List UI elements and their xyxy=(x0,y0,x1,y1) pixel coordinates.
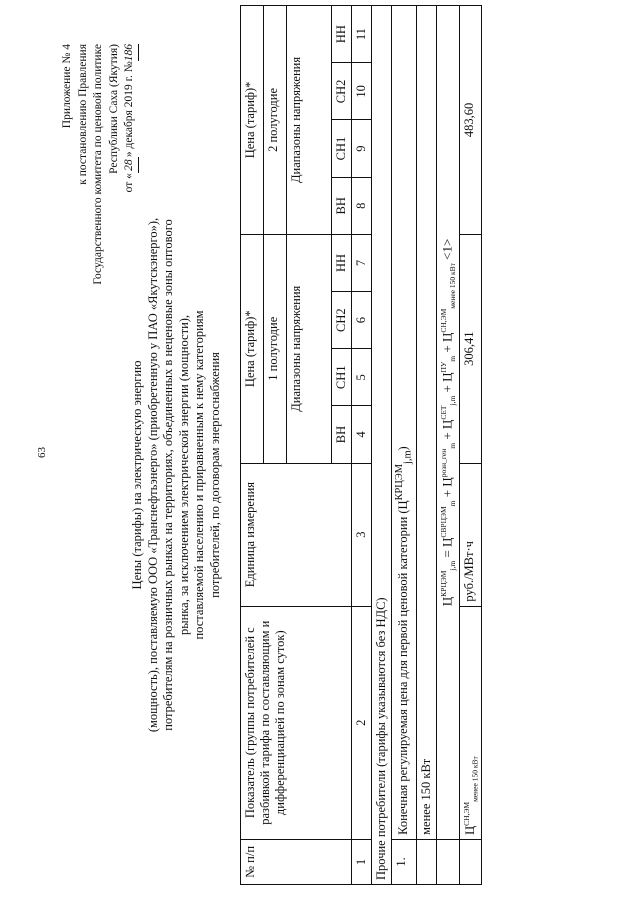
title-line: (мощность), поставляемую ООО «Транснефтьэнерго» (приобретенную у ПАО «Якутскэнерго»), xyxy=(145,217,160,733)
decree-number: 186 xyxy=(122,44,139,61)
formula-sup: ПУ xyxy=(438,361,448,373)
row-label-sub: j,m xyxy=(402,450,414,465)
column-number: 2 xyxy=(352,606,372,839)
formula-sup: СВРЦЭМ xyxy=(438,506,448,538)
formula-sup: КРЦЭМ xyxy=(438,570,448,597)
section-row xyxy=(372,6,392,885)
formula-sup: розн_ген xyxy=(438,448,448,478)
row-label xyxy=(392,6,417,840)
formula-part: + Ц xyxy=(438,419,454,443)
column-number: 7 xyxy=(352,234,372,291)
formula-sub: менее 150 кВт xyxy=(447,263,457,309)
formula-sub: m xyxy=(447,442,457,449)
appendix-line: к постановлению Правления xyxy=(76,44,89,185)
appendix-line: Республики Саха (Якутия) xyxy=(107,44,120,174)
column-number: 5 xyxy=(352,349,372,406)
subrow-label: менее 150 кВт xyxy=(416,6,436,840)
voltage-vn: ВН xyxy=(332,177,352,234)
formula-sup: СН,ЭМ xyxy=(438,308,448,333)
formula-sup: СЕТ xyxy=(438,405,448,420)
formula-part: + Ц xyxy=(438,477,454,501)
formula-note: <1> xyxy=(438,238,454,264)
header-ranges-h1: Диапазоны напряжения xyxy=(287,234,332,463)
column-number: 9 xyxy=(352,120,372,177)
price-formula xyxy=(436,6,459,840)
date-prefix: от « xyxy=(123,173,135,193)
component-label xyxy=(459,606,482,839)
column-number: 10 xyxy=(352,63,372,120)
formula-part: + Ц xyxy=(438,332,454,356)
header-half1: 1 полугодие xyxy=(264,234,287,463)
formula-sub: j,m xyxy=(447,560,457,571)
column-number: 3 xyxy=(352,463,372,606)
row-label-end: ) xyxy=(396,446,411,451)
appendix-block xyxy=(60,44,139,285)
column-number-row xyxy=(352,6,372,885)
title-line: потребителей, по договорам энергоснабжения xyxy=(207,352,222,598)
formula-sub: m xyxy=(447,355,457,362)
column-number: 11 xyxy=(352,6,372,63)
title-line: поставляемой населению и приравненным к нему категориям xyxy=(192,310,206,640)
unit-cell: руб./МВт·ч xyxy=(459,463,482,606)
row-label-sup: КРЦЭМ xyxy=(394,464,405,501)
column-number: 6 xyxy=(352,292,372,349)
component-sub: менее 150 кВт xyxy=(470,756,480,802)
header-num: № п/п xyxy=(241,839,352,884)
table-row xyxy=(416,6,436,885)
value-half2: 483,60 xyxy=(459,6,482,235)
column-number: 8 xyxy=(352,177,372,234)
page-number: 63 xyxy=(36,447,48,458)
voltage-sn1: СН1 xyxy=(332,120,352,177)
section-label: Прочие потребители (тарифы указываются без НДС) xyxy=(372,6,392,885)
formula-part: = Ц xyxy=(438,537,454,561)
appendix-line: Приложение № 4 xyxy=(61,44,73,129)
formula-sub: j,m xyxy=(447,395,457,406)
row-number: 1. xyxy=(392,839,417,884)
table-row xyxy=(459,6,482,885)
voltage-vn: ВН xyxy=(332,406,352,463)
value-half1: 306,41 xyxy=(459,234,482,463)
header-unit: Единица измерения xyxy=(241,463,352,606)
formula-sub: m xyxy=(447,500,457,507)
formula-row xyxy=(436,6,459,885)
voltage-sn1: СН1 xyxy=(332,349,352,406)
header-price-h1: Цена (тариф)* xyxy=(241,234,264,463)
formula-part: + Ц xyxy=(438,372,454,396)
voltage-nn: НН xyxy=(332,6,352,63)
tariff-table xyxy=(240,5,482,885)
date-mid: » декабря 2019 г. № xyxy=(123,61,135,158)
date-day: 28 xyxy=(122,157,139,173)
formula-part: Ц xyxy=(438,596,454,607)
title-line: рынка, за исключением электрической энергии (мощности), xyxy=(176,314,191,636)
header-half2: 2 полугодие xyxy=(264,6,287,235)
voltage-sn2: СН2 xyxy=(332,292,352,349)
column-number: 4 xyxy=(352,406,372,463)
header-indicator: Показатель (группы потребителей с разбивкой тарифа по составляющим и дифференциацией по зонам суток) xyxy=(241,606,352,839)
table-row xyxy=(392,6,417,885)
title-line: потребителям на розничных рынках на территориях, объединенных в неценовые зоны оптового xyxy=(161,219,175,731)
component-sup: СН,ЭМ xyxy=(461,801,471,826)
document-title xyxy=(130,195,223,755)
component-symbol: Ц xyxy=(462,825,477,835)
header-ranges-h2: Диапазоны напряжения xyxy=(287,6,332,235)
header-row xyxy=(241,6,264,885)
voltage-sn2: СН2 xyxy=(332,63,352,120)
voltage-nn: НН xyxy=(332,234,352,291)
row-label-text: Конечная регулируемая цена для первой ценовой категории (Ц xyxy=(396,500,411,835)
column-number: 1 xyxy=(352,839,372,884)
title-line: Цены (тарифы) на электрическую энергию xyxy=(130,360,144,590)
header-price-h2: Цена (тариф)* xyxy=(241,6,264,235)
appendix-line: Государственного комитета по ценовой политике xyxy=(92,44,104,285)
